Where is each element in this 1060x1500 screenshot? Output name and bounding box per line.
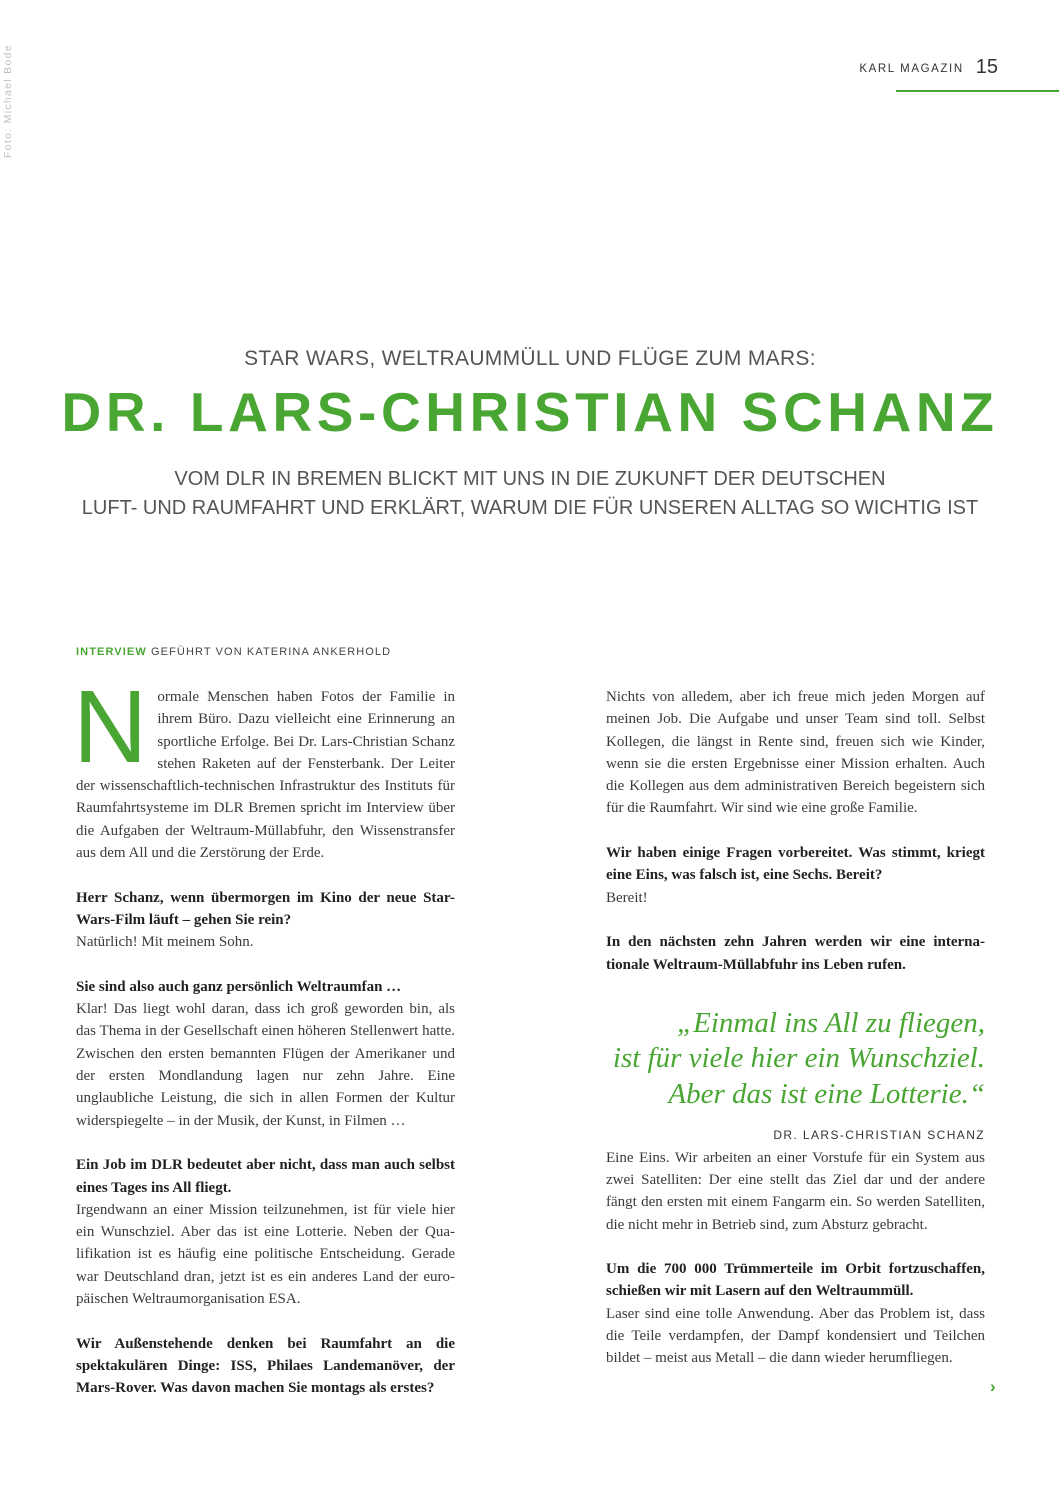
subtitle: [0, 465, 1060, 523]
page-header: [859, 56, 998, 78]
answer: Irgendwann an einer Mission teilzunehmen, ist für viele hier ein Wunschziel. Aber das ist eine Lotterie. Neben der Qualifikation ist es häufig eine politische Entscheidung. Gerade war Deutschland dran, jetzt ist es ein anderes Land der europäischen Weltraumorganisation ESA.: [76, 1201, 455, 1308]
answer: Laser sind eine tolle Anwendung. Aber das Problem ist, dass die Teile verdampfen, der Dampf kondensiert und Teilchen bildet – meist aus Metall – die dann wieder herumfliegen.: [606, 1305, 985, 1367]
subtitle-line: VOM DLR IN BREMEN BLICKT MIT UNS IN DIE ZUKUNFT DER DEUTSCHEN: [174, 468, 886, 490]
header-rule: [896, 90, 1059, 92]
answer: Bereit!: [606, 889, 648, 906]
right-column: [606, 686, 985, 1370]
question: Wir Außenstehende denken bei Raumfahrt an die spektakulären Dinge: ISS, Philaes Landemanöver, der Mars-Rover. Was davon machen Sie montags als erstes?: [76, 1335, 455, 1397]
intro-paragraph: [73, 669, 455, 864]
pull-quote-line: ist für viele hier ein Wunschziel.: [612, 1042, 985, 1075]
intro-text: ormale Menschen haben Fotos der Familie in ihrem Büro. Dazu vielleicht eine Erinnerung an sportliche Erfolge. Bei Dr. Lars-Christian Schanz stehen Raketen auf der Fensterbank. Der Leiter der wissenschaftlich-technischen Infrastruktur des Instituts für Raumfahrtsysteme im DLR Bremen spricht im Interview über die Aufgaben der Weltraum-Müllabfuhr, den Wissenstransfer aus dem All und die Zerstörung der Erde.: [76, 689, 455, 862]
byline-label: INTERVIEW: [76, 646, 147, 658]
subtitle-line: LUFT- UND RAUMFAHRT UND ERKLÄRT, WARUM DIE FÜR UNSEREN ALLTAG SO WICHTIG IST: [81, 497, 979, 519]
question: Sie sind also auch ganz persönlich Weltraumfan …: [76, 978, 402, 995]
continue-arrow-icon: ›: [990, 1377, 996, 1396]
pull-quote: [606, 1006, 985, 1147]
question: Herr Schanz, wenn übermorgen im Kino der neue Star-Wars-Film läuft – gehen Sie rein?: [76, 889, 455, 928]
question: In den nächsten zehn Jahren werden wir eine internationale Weltraum-Müllabfuhr ins Leben rufen.: [606, 934, 985, 973]
kicker: STAR WARS, WELTRAUMMÜLL UND FLÜGE ZUM MARS:: [244, 347, 816, 370]
photo-credit-text: Foto: Michael Bode: [2, 44, 14, 158]
page-number: 15: [975, 56, 998, 78]
drop-cap: N: [73, 669, 148, 784]
answer: Natürlich! Mit meinem Sohn.: [76, 934, 254, 951]
question: Ein Job im DLR bedeutet aber nicht, dass man auch selbst eines Tages ins All fliegt.: [76, 1157, 455, 1196]
magazine-name: KARL MAGAZIN: [859, 63, 964, 75]
answer: Klar! Das liegt wohl daran, dass ich groß geworden bin, als das Thema in der Gesellschaft einen höheren Stellenwert hatte. Zwischen den ersten bemannten Flügen der Amerikaner und der ersten Mondlandung lagen nur zehn Jahre. Eine unglaubliche Leistung, die sich in allen Formen der Kultur widerspiegelte – in der Musik, der Kunst, in Filmen …: [76, 1001, 455, 1129]
answer: Eine Eins. Wir arbeiten an einer Vorstufe für ein System aus zwei Satelliten: Der eine stellt das Ziel dar und der andere fängt den ersten mit einem Fangarm ein. So werden Satelliten, die nicht mehr in Betrieb sind, zum Absturz gebracht.: [606, 1149, 985, 1233]
left-column: [73, 669, 455, 1400]
pull-quote-line: „Einmal ins All zu fliegen,: [677, 1006, 985, 1039]
photo-credit: [2, 34, 24, 164]
answer: Nichts von alledem, aber ich freue mich jeden Morgen auf meinen Job. Die Aufgabe und unser Team sind toll. Selbst Kollegen, die längst in Rente sind, freuen sich wie Kinder, wenn sie die ersten Ergebnisse einer Mission erhalten. Auch die Kollegen aus dem administrativen Bereich begeistern sich für die Raumfahrt. Wir sind wie eine große Familie.: [606, 689, 985, 817]
question: Um die 700 000 Trümmerteile im Orbit fortzuschaffen, schießen wir mit Lasern auf den Weltraummüll.: [606, 1261, 985, 1300]
pull-quote-author: DR. LARS-CHRISTIAN SCHANZ: [773, 1128, 985, 1143]
page-title: DR. LARS-CHRISTIAN SCHANZ: [61, 381, 999, 443]
question: Wir haben einige Fragen vorbereitet. Was stimmt, kriegt eine Eins, was falsch ist, eine Sechs. Bereit?: [606, 845, 985, 884]
pull-quote-line: Aber das ist eine Lotterie.“: [668, 1077, 985, 1110]
byline: [76, 646, 391, 658]
byline-text: GEFÜHRT VON KATERINA ANKERHOLD: [150, 646, 392, 658]
